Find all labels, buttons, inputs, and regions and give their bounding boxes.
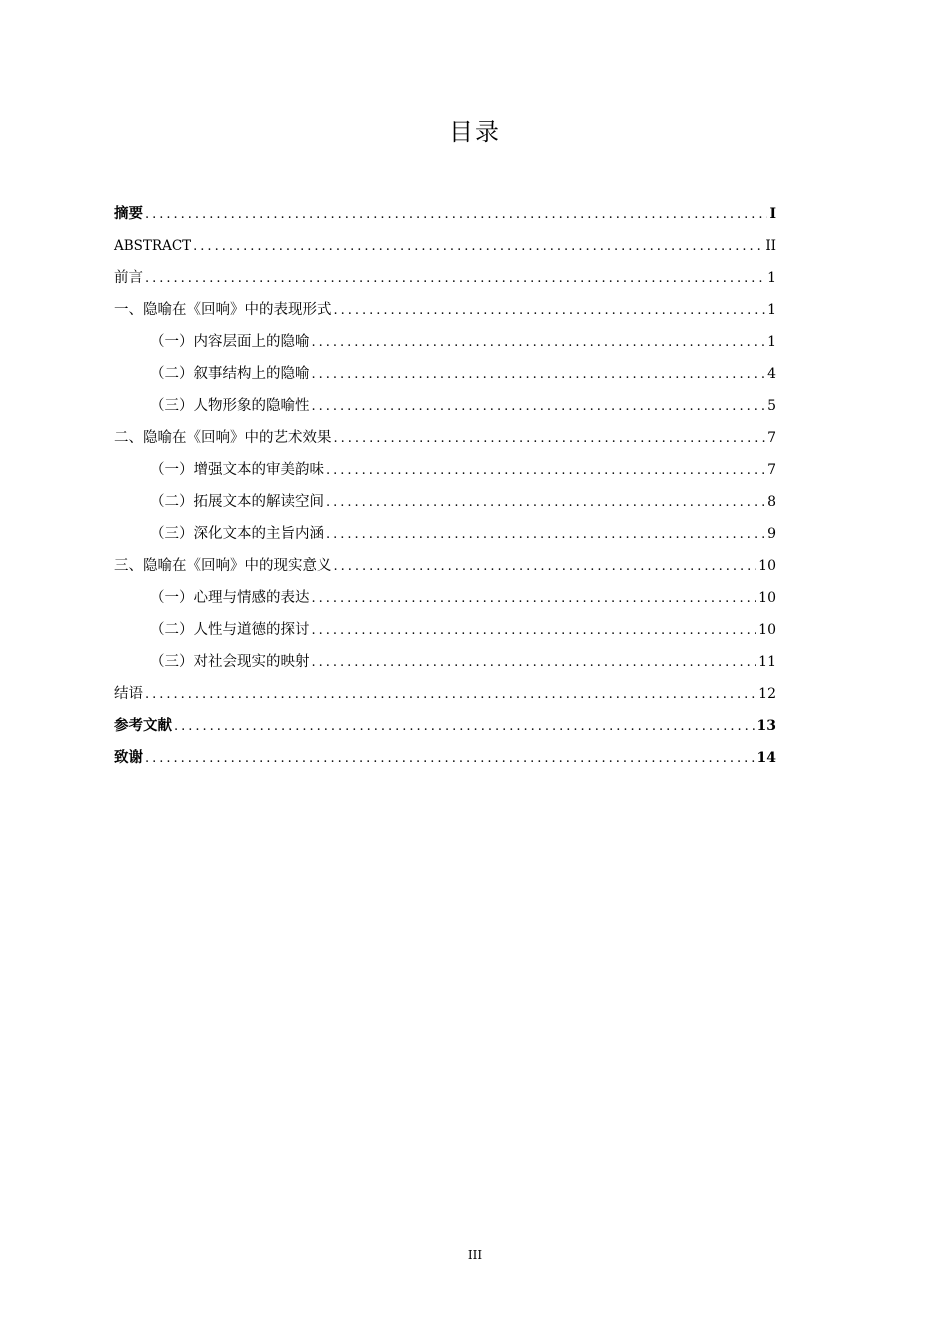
toc-entry-page: 5: [767, 398, 776, 414]
toc-entry-section-2-1[interactable]: [114, 454, 776, 486]
toc-entry-page: II: [765, 238, 776, 254]
toc-entry-page: 13: [756, 718, 776, 734]
toc-entry-chapter-1[interactable]: [114, 294, 776, 326]
toc-dot-leader: [145, 199, 767, 231]
toc-entry-page: 4: [767, 366, 776, 382]
toc-entry-acknowledgements[interactable]: [114, 742, 776, 774]
toc-dot-leader: [334, 551, 757, 583]
toc-dot-leader: [145, 263, 765, 295]
toc-entry-section-1-1[interactable]: [114, 326, 776, 358]
toc-entry-page: 7: [767, 462, 776, 478]
toc-dot-leader: [326, 455, 765, 487]
toc-entry-page: 7: [767, 430, 776, 446]
table-of-contents: [114, 198, 776, 774]
toc-dot-leader: [312, 647, 757, 679]
toc-entry-conclusion[interactable]: [114, 678, 776, 710]
toc-dot-leader: [312, 615, 757, 647]
toc-entry-page: 1: [767, 334, 776, 350]
toc-entry-references[interactable]: [114, 710, 776, 742]
toc-entry-page: 14: [756, 750, 776, 766]
toc-entry-section-3-1[interactable]: [114, 582, 776, 614]
toc-entry-label: （三）对社会现实的映射: [150, 654, 310, 670]
toc-dot-leader: [334, 295, 766, 327]
toc-entry-page: 10: [758, 558, 776, 574]
toc-dot-leader: [312, 391, 766, 423]
toc-entry-page: 10: [758, 590, 776, 606]
toc-dot-leader: [312, 583, 757, 615]
toc-entry-label: （三）人物形象的隐喻性: [150, 398, 310, 414]
footer-page-number: III: [467, 1248, 483, 1262]
toc-dot-leader: [145, 743, 755, 775]
toc-dot-leader: [193, 231, 763, 263]
toc-entry-label: 结语: [114, 686, 143, 702]
toc-entry-section-2-3[interactable]: [114, 518, 776, 550]
toc-entry-page: 9: [767, 526, 776, 542]
toc-entry-abstract-cn[interactable]: [114, 198, 776, 230]
toc-entry-label: 一、隐喻在《回响》中的表现形式: [114, 302, 332, 318]
toc-entry-label: （二）人性与道德的探讨: [150, 622, 310, 638]
toc-entry-label: （一）增强文本的审美韵味: [150, 462, 324, 478]
toc-entry-page: I: [769, 206, 776, 222]
toc-entry-page: 10: [758, 622, 776, 638]
toc-entry-page: 8: [767, 494, 776, 510]
toc-entry-label: 三、隐喻在《回响》中的现实意义: [114, 558, 332, 574]
toc-entry-label: 致谢: [114, 750, 143, 766]
toc-entry-label: 二、隐喻在《回响》中的艺术效果: [114, 430, 332, 446]
toc-entry-chapter-3[interactable]: [114, 550, 776, 582]
toc-dot-leader: [312, 359, 766, 391]
toc-entry-label: 摘要: [114, 206, 143, 222]
toc-entry-label: 前言: [114, 270, 143, 286]
toc-entry-label: （一）内容层面上的隐喻: [150, 334, 310, 350]
toc-dot-leader: [326, 519, 765, 551]
toc-entry-abstract-en[interactable]: [114, 230, 776, 262]
toc-dot-leader: [334, 423, 766, 455]
toc-dot-leader: [145, 679, 756, 711]
toc-entry-label: （三）深化文本的主旨内涵: [150, 526, 324, 542]
toc-dot-leader: [326, 487, 765, 519]
toc-dot-leader: [174, 711, 755, 743]
toc-entry-label: 参考文献: [114, 718, 172, 734]
toc-entry-label: （一）心理与情感的表达: [150, 590, 310, 606]
toc-entry-page: 11: [758, 654, 776, 670]
toc-entry-section-1-3[interactable]: [114, 390, 776, 422]
toc-entry-chapter-2[interactable]: [114, 422, 776, 454]
toc-dot-leader: [312, 327, 766, 359]
page-title: 目录: [449, 118, 501, 146]
toc-entry-page: 1: [767, 302, 776, 318]
toc-entry-page: 1: [767, 270, 776, 286]
toc-entry-section-3-2[interactable]: [114, 614, 776, 646]
toc-entry-label: ABSTRACT: [114, 238, 192, 254]
toc-entry-section-1-2[interactable]: [114, 358, 776, 390]
toc-entry-section-3-3[interactable]: [114, 646, 776, 678]
toc-entry-page: 12: [758, 686, 776, 702]
toc-entry-section-2-2[interactable]: [114, 486, 776, 518]
toc-entry-label: （二）拓展文本的解读空间: [150, 494, 324, 510]
toc-entry-preface[interactable]: [114, 262, 776, 294]
toc-entry-label: （二）叙事结构上的隐喻: [150, 366, 310, 382]
